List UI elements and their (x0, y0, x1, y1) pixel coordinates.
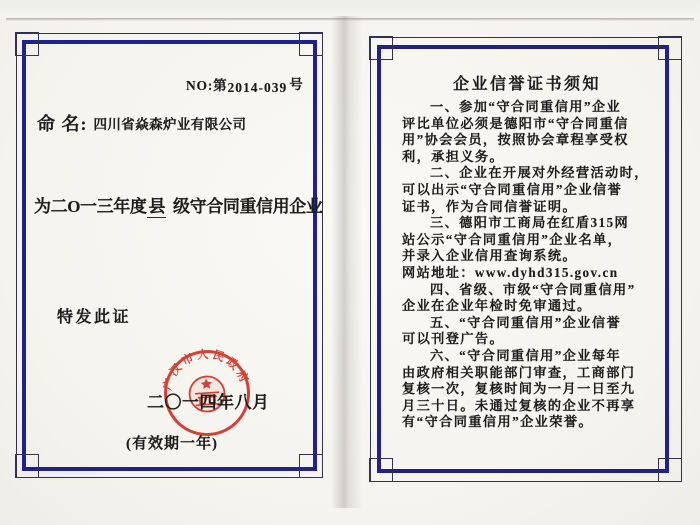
notice-line: 四、省级、市级“守合同重信用” (430, 281, 636, 297)
award-suffix: 级守合同重信用企业 (173, 197, 323, 216)
booklet-fold-crease (331, 16, 363, 508)
corner-ornament (15, 32, 39, 56)
award-level: 县 (148, 197, 166, 216)
corner-ornament (369, 458, 393, 482)
corner-ornament (299, 454, 323, 478)
award-prefix: 为二O一三年度 (34, 197, 147, 216)
notice-line: 二、企业在开展对外经营活动时， (430, 165, 649, 181)
notice-line: 六、“守合同重信用”企业每年 (430, 347, 622, 363)
notice-line: 评比单位必须是德阳市“守合同重信 (402, 115, 629, 131)
name-label: 命 名: (37, 114, 88, 134)
award-title (34, 192, 322, 217)
serial-number: 2014-039 (227, 80, 288, 95)
serial-prefix: NO:第 (186, 78, 228, 93)
corner-ornament (658, 36, 682, 60)
notice-title: 企业信誉证书须知 (452, 76, 601, 93)
notice-line: 复核一次，复核时间为一月一日至九 (402, 381, 636, 397)
seal-text: 广汉市人民政府 (161, 348, 252, 392)
notice-line: 证书，作为合同信誉证明。 (402, 198, 578, 214)
corner-ornament (369, 36, 393, 60)
company-name: 四川省焱森炉业有限公司 (93, 117, 247, 132)
notice-line: 企业在企业年检时免审通过。 (402, 298, 592, 314)
notice-line: 并录入企业信用查询系统。 (402, 248, 578, 264)
corner-ornament (299, 32, 323, 56)
notice-line: 一、参加“守合同重信用”企业 (430, 99, 622, 114)
notice-line: 可以出示“守合同重信用”企业信誉 (402, 181, 623, 197)
company-name-row (37, 110, 246, 136)
notice-body (402, 99, 660, 431)
serial-number-row (186, 74, 304, 94)
notice-line: 有“守合同重信用”企业荣誉。 (402, 414, 594, 430)
notice-line: 站公示“守合同重信用”企业名单， (402, 231, 623, 247)
corner-ornament (15, 454, 39, 478)
notice-line: 用”协会会员，按照协会章程享受权 (402, 132, 629, 148)
notice-line: 由政府相关职能部门审查，工商部门 (402, 364, 636, 380)
notice-line: 可以刊登广告。 (402, 331, 505, 347)
validity-note: (有效期一年) (126, 436, 218, 452)
notice-line: 网站地址：www.dyhd315.gov.cn (402, 264, 619, 280)
issue-date: 二〇一四年八月 (147, 393, 270, 412)
issue-statement: 特发此证 (57, 309, 132, 326)
serial-suffix: 号 (289, 77, 304, 92)
corner-ornament (658, 458, 682, 482)
notice-line: 月三十日。未通过复核的企业不再享 (402, 397, 636, 413)
notice-line: 三、德阳市工商局在红盾315网 (430, 215, 630, 231)
notice-line: 利，承担义务。 (402, 148, 505, 164)
notice-line: 五、“守合同重信用”企业信誉 (430, 314, 622, 330)
